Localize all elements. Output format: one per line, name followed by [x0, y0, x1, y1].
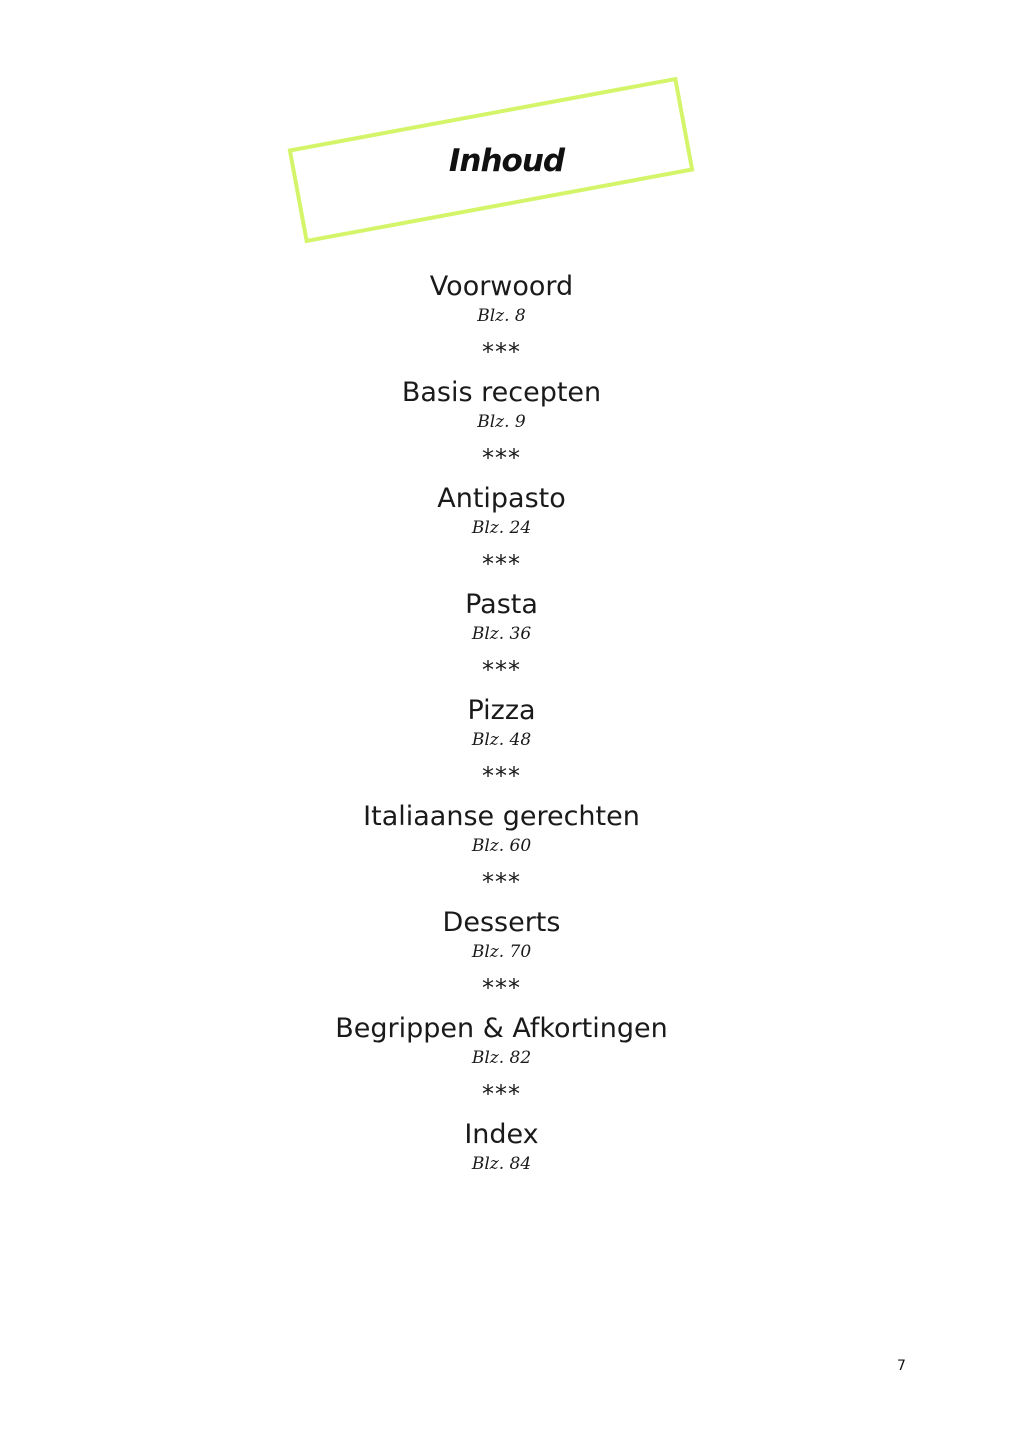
toc-entry-title: Begrippen & Afkortingen [335, 1013, 668, 1044]
toc-entry-page: Blz. 60 [471, 836, 532, 856]
toc-entry-italiaanse-gerechten[interactable] [0, 800, 1003, 858]
toc-entry-title: Index [464, 1119, 539, 1150]
toc-entry-index[interactable] [0, 1118, 1003, 1176]
toc-separator: *** [482, 338, 521, 366]
toc-entry-page: Blz. 36 [471, 624, 532, 644]
toc-entry-page: Blz. 70 [471, 942, 532, 962]
toc-entry-title: Voorwoord [429, 271, 574, 302]
toc-entry-title: Desserts [442, 907, 561, 938]
toc-separator: *** [482, 656, 521, 684]
toc-entry-title: Pizza [467, 695, 536, 726]
toc-separator: *** [482, 1080, 521, 1108]
toc-entry-page: Blz. 9 [477, 412, 526, 432]
toc-entry-pizza[interactable] [0, 694, 1003, 752]
toc-separator: *** [482, 444, 521, 472]
toc-entry-antipasto[interactable] [0, 482, 1003, 540]
toc-entry-page: Blz. 8 [477, 306, 526, 326]
toc-entry-basis-recepten[interactable] [0, 376, 1003, 434]
toc-entry-pasta[interactable] [0, 588, 1003, 646]
toc-separator: *** [482, 762, 521, 790]
page-number: 7 [897, 1358, 906, 1374]
toc-entry-page: Blz. 48 [471, 730, 532, 750]
toc-separator: *** [482, 550, 521, 578]
toc-entry-page: Blz. 82 [471, 1048, 532, 1068]
toc-separator: *** [482, 974, 521, 1002]
toc-separator: *** [482, 868, 521, 896]
toc-entry-desserts[interactable] [0, 906, 1003, 964]
table-of-contents [0, 270, 1003, 1176]
toc-entry-title: Basis recepten [401, 377, 602, 408]
toc-entry-voorwoord[interactable] [0, 270, 1003, 328]
toc-entry-title: Pasta [465, 589, 538, 620]
toc-entry-title: Antipasto [437, 483, 566, 514]
toc-entry-page: Blz. 24 [471, 518, 532, 538]
toc-entry-begrippen-afkortingen[interactable] [0, 1012, 1003, 1070]
toc-entry-page: Blz. 84 [471, 1154, 532, 1174]
toc-entry-title: Italiaanse gerechten [363, 801, 640, 832]
page-title: Inhoud [448, 143, 565, 179]
